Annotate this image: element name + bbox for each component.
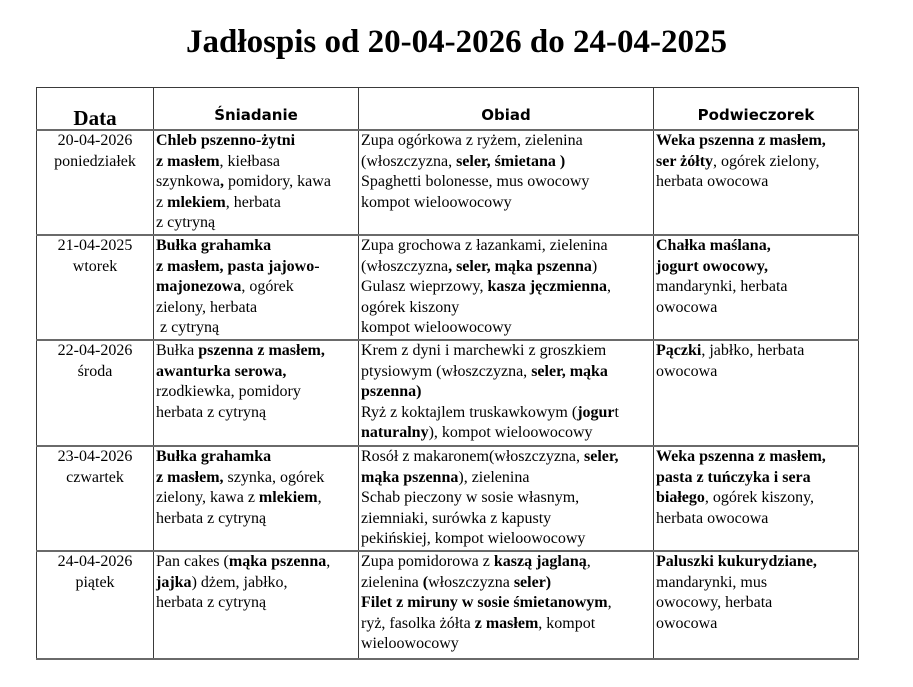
text: z cytryną xyxy=(156,319,220,337)
text: ogórek kiszony xyxy=(361,298,460,316)
text: Pan cakes ( xyxy=(156,552,229,570)
breakfast-cell[interactable] xyxy=(154,446,359,551)
text: (włoszczyzna xyxy=(361,257,449,275)
text: herbata owocowa xyxy=(656,509,769,527)
menu-line xyxy=(361,447,651,468)
bold-text: ser żółty xyxy=(656,152,714,170)
menu-line xyxy=(361,403,651,424)
text: , kiełbasa xyxy=(219,152,280,170)
menu-line xyxy=(361,468,651,489)
bold-text: pszenna) xyxy=(361,383,422,401)
snack-cell[interactable] xyxy=(654,446,859,551)
bold-text: majonezowa xyxy=(156,278,242,296)
text: herbata owocowa xyxy=(656,173,769,191)
text: z xyxy=(156,193,168,211)
menu-line xyxy=(656,341,856,362)
text: , herbata xyxy=(225,193,281,211)
menu-table-body xyxy=(37,130,859,659)
bold-text: z masłem, pasta jajowo- xyxy=(156,257,320,275)
table-row xyxy=(37,340,859,446)
text: herbata z cytryną xyxy=(156,403,267,421)
menu-line xyxy=(361,298,651,319)
menu-line xyxy=(656,468,856,489)
menu-line xyxy=(361,152,651,173)
text: Bułka xyxy=(156,341,199,359)
bold-text: seler, xyxy=(584,447,619,465)
menu-line xyxy=(156,131,356,152)
bold-text: pasta z tuńczyka i sera xyxy=(656,468,811,486)
text: Krem z dyni i marchewki z groszkiem xyxy=(361,341,607,359)
menu-line xyxy=(361,172,651,193)
snack-cell[interactable] xyxy=(654,551,859,659)
menu-line xyxy=(156,447,356,468)
date-value: 22-04-2026 xyxy=(57,341,133,359)
bold-text: seler, mąka xyxy=(531,362,608,380)
text: zielony, herbata xyxy=(156,298,258,316)
menu-line xyxy=(156,573,356,594)
text: wieloowocowy xyxy=(361,635,459,653)
bold-text: mąka pszenna xyxy=(361,468,459,486)
bold-text: , xyxy=(219,173,224,191)
text: Ryż z koktajlem truskawkowym ( xyxy=(361,403,578,421)
bold-text: mlekiem xyxy=(167,193,226,211)
lunch-cell[interactable] xyxy=(359,446,654,551)
text: , jabłko, herbata xyxy=(701,341,805,359)
text: , ogórek kiszony, xyxy=(704,489,815,507)
bold-text: jogurt owocowy, xyxy=(656,257,768,275)
text: , xyxy=(607,278,612,296)
menu-line xyxy=(361,529,651,550)
text: kompot wieloowocowy xyxy=(361,319,512,337)
bold-text: Weka pszenna z masłem, xyxy=(656,132,826,149)
menu-table xyxy=(36,87,859,660)
bold-text: Weka pszenna z masłem, xyxy=(656,447,826,465)
header-breakfast: Śniadanie xyxy=(154,88,359,131)
text: Gulasz wieprzowy, xyxy=(361,278,488,296)
date-value: 21-04-2025 xyxy=(57,236,133,254)
menu-line xyxy=(156,593,356,614)
date-cell xyxy=(37,130,154,235)
table-row xyxy=(37,551,859,659)
menu-line xyxy=(656,614,856,635)
menu-line xyxy=(361,193,651,214)
text: ziemniaki, surówka z kapusty xyxy=(361,509,552,527)
menu-line xyxy=(656,573,856,594)
menu-line xyxy=(156,552,356,573)
menu-line xyxy=(361,362,651,383)
bold-text: Bułka grahamka xyxy=(156,236,272,254)
menu-line xyxy=(156,257,356,278)
menu-line xyxy=(656,552,856,573)
menu-line xyxy=(156,318,356,339)
header-date: Data xyxy=(37,88,154,131)
menu-line xyxy=(361,573,651,594)
bold-text: z masłem, xyxy=(156,468,224,486)
text: szynkowa xyxy=(156,173,220,191)
menu-line xyxy=(156,362,356,383)
bold-text: Chleb pszenno-żytni xyxy=(156,132,296,149)
menu-line xyxy=(156,509,356,530)
menu-line xyxy=(156,152,356,173)
text: herbata z cytryną xyxy=(156,594,267,612)
menu-line xyxy=(656,277,856,298)
text: , ogórek zielony, xyxy=(713,152,820,170)
bold-text: , seler, mąka pszenna xyxy=(448,257,592,275)
header-snack: Podwieczorek xyxy=(654,88,859,131)
menu-line xyxy=(156,468,356,489)
menu-line xyxy=(156,341,356,362)
menu-line xyxy=(361,341,651,362)
lunch-cell[interactable] xyxy=(359,235,654,340)
date-cell xyxy=(37,446,154,551)
menu-line xyxy=(156,193,356,214)
bold-text: kasza jęczmienna xyxy=(487,278,608,296)
bold-text: z masłem xyxy=(156,152,220,170)
menu-line xyxy=(156,277,356,298)
bold-text: seler) xyxy=(513,573,552,591)
date-value: 24-04-2026 xyxy=(57,552,133,570)
breakfast-cell[interactable] xyxy=(154,130,359,235)
menu-line xyxy=(656,362,856,383)
text: ), kompot wieloowocowy xyxy=(428,424,593,442)
snack-cell[interactable] xyxy=(654,235,859,340)
text: Zupa ogórkowa z ryżem, zielenina xyxy=(361,132,583,149)
menu-line xyxy=(361,423,651,444)
menu-line xyxy=(361,552,651,573)
text: szynka, ogórek xyxy=(223,468,325,486)
text: , xyxy=(317,489,322,507)
breakfast-cell[interactable] xyxy=(154,235,359,340)
menu-line xyxy=(656,488,856,509)
text: pomidory, kawa xyxy=(223,173,331,191)
menu-line xyxy=(656,131,856,152)
table-row xyxy=(37,130,859,235)
weekday-value: wtorek xyxy=(72,257,118,275)
menu-line xyxy=(656,593,856,614)
breakfast-cell[interactable] xyxy=(154,551,359,659)
menu-line xyxy=(361,634,651,655)
date-cell xyxy=(37,235,154,340)
menu-line xyxy=(361,488,651,509)
bold-text: białego xyxy=(656,489,705,507)
text: , ogórek xyxy=(241,278,294,296)
date-cell xyxy=(37,551,154,659)
text: (włoszczyzna, xyxy=(361,152,457,170)
page-title: Jadłospis od 20-04-2026 do 24-04-2025 xyxy=(186,24,727,60)
text: mandarynki, mus xyxy=(656,573,768,591)
menu-line xyxy=(156,403,356,424)
text: owocowa xyxy=(656,298,718,316)
menu-line xyxy=(656,172,856,193)
text: włoszczyzna xyxy=(428,573,514,591)
menu-line xyxy=(656,509,856,530)
header-lunch: Obiad xyxy=(359,88,654,131)
text: ) dżem, jabłko, xyxy=(191,573,288,591)
text: , xyxy=(586,552,591,570)
bold-text: pszenna z masłem, xyxy=(198,341,325,359)
snack-cell[interactable] xyxy=(654,130,859,235)
table-row xyxy=(37,446,859,551)
menu-line xyxy=(361,236,651,257)
text: ), zielenina xyxy=(458,468,530,486)
lunch-cell[interactable] xyxy=(359,340,654,446)
menu-line xyxy=(361,614,651,635)
menu-line xyxy=(656,152,856,173)
text: Rosół z makaronem(włoszczyzna, xyxy=(361,447,585,465)
date-value: 23-04-2026 xyxy=(57,447,133,465)
text: t xyxy=(614,403,619,421)
text: owocowy, herbata xyxy=(656,594,773,612)
weekday-value: poniedziałek xyxy=(54,152,136,170)
menu-line xyxy=(361,318,651,339)
bold-text: kaszą jaglaną xyxy=(493,552,587,570)
bold-text: jajka xyxy=(156,573,192,591)
text: ryż, fasolka żółta xyxy=(361,614,475,632)
bold-text: Pączki xyxy=(656,341,702,359)
menu-line xyxy=(361,277,651,298)
bold-text: Chałka maślana, xyxy=(656,236,771,254)
date-cell xyxy=(37,340,154,446)
text: Zupa pomidorowa z xyxy=(361,552,494,570)
lunch-cell[interactable] xyxy=(359,551,654,659)
text: owocowa xyxy=(656,614,718,632)
text: owocowa xyxy=(656,362,718,380)
table-row xyxy=(37,235,859,340)
menu-line xyxy=(156,298,356,319)
text: ptysiowym (włoszczyzna, xyxy=(361,362,532,380)
text: zielony, kawa z xyxy=(156,489,259,507)
snack-cell[interactable] xyxy=(654,340,859,446)
text: , xyxy=(326,552,331,570)
bold-text: mąka pszenna xyxy=(228,552,327,570)
text: kompot wieloowocowy xyxy=(361,193,512,211)
menu-line xyxy=(156,172,356,193)
text: Spaghetti bolonesse, mus owocowy xyxy=(361,173,590,191)
menu-line xyxy=(361,593,651,614)
text: herbata z cytryną xyxy=(156,509,267,527)
weekday-value: piątek xyxy=(75,573,115,591)
bold-text: Filet z miruny w sosie śmietanowym xyxy=(361,594,608,612)
text: rzodkiewka, pomidory xyxy=(156,383,301,401)
text: , xyxy=(607,594,612,612)
text: pekińskiej, kompot wieloowocowy xyxy=(361,530,586,548)
bold-text: Paluszki kukurydziane, xyxy=(656,552,817,570)
text: , kompot xyxy=(538,614,596,632)
bold-text: jogur xyxy=(577,403,615,421)
weekday-value: czwartek xyxy=(66,468,124,486)
table-header-row xyxy=(37,88,859,131)
menu-line xyxy=(361,509,651,530)
text: z cytryną xyxy=(156,214,216,232)
menu-line xyxy=(156,488,356,509)
menu-line xyxy=(656,236,856,257)
text: Schab pieczony w sosie własnym, xyxy=(361,489,580,507)
menu-line xyxy=(156,236,356,257)
menu-line xyxy=(361,131,651,152)
lunch-cell[interactable] xyxy=(359,130,654,235)
bold-text: mlekiem xyxy=(258,489,318,507)
bold-text: ( xyxy=(422,573,429,591)
bold-text: seler, śmietana ) xyxy=(456,152,566,170)
menu-line xyxy=(656,257,856,278)
text: Zupa grochowa z łazankami, zielenina xyxy=(361,236,608,254)
menu-line xyxy=(156,382,356,403)
menu-line xyxy=(156,213,356,234)
date-value: 20-04-2026 xyxy=(57,132,133,149)
bold-text: awanturka serowa, xyxy=(156,362,287,380)
menu-line xyxy=(656,447,856,468)
bold-text: z masłem xyxy=(474,614,539,632)
text: ) xyxy=(591,257,598,275)
weekday-value: środa xyxy=(77,362,113,380)
bold-text: naturalny xyxy=(361,424,429,442)
menu-line xyxy=(656,298,856,319)
text: mandarynki, herbata xyxy=(656,278,788,296)
menu-line xyxy=(361,257,651,278)
text: zielenina xyxy=(361,573,423,591)
menu-line xyxy=(361,382,651,403)
breakfast-cell[interactable] xyxy=(154,340,359,446)
bold-text: Bułka grahamka xyxy=(156,447,272,465)
